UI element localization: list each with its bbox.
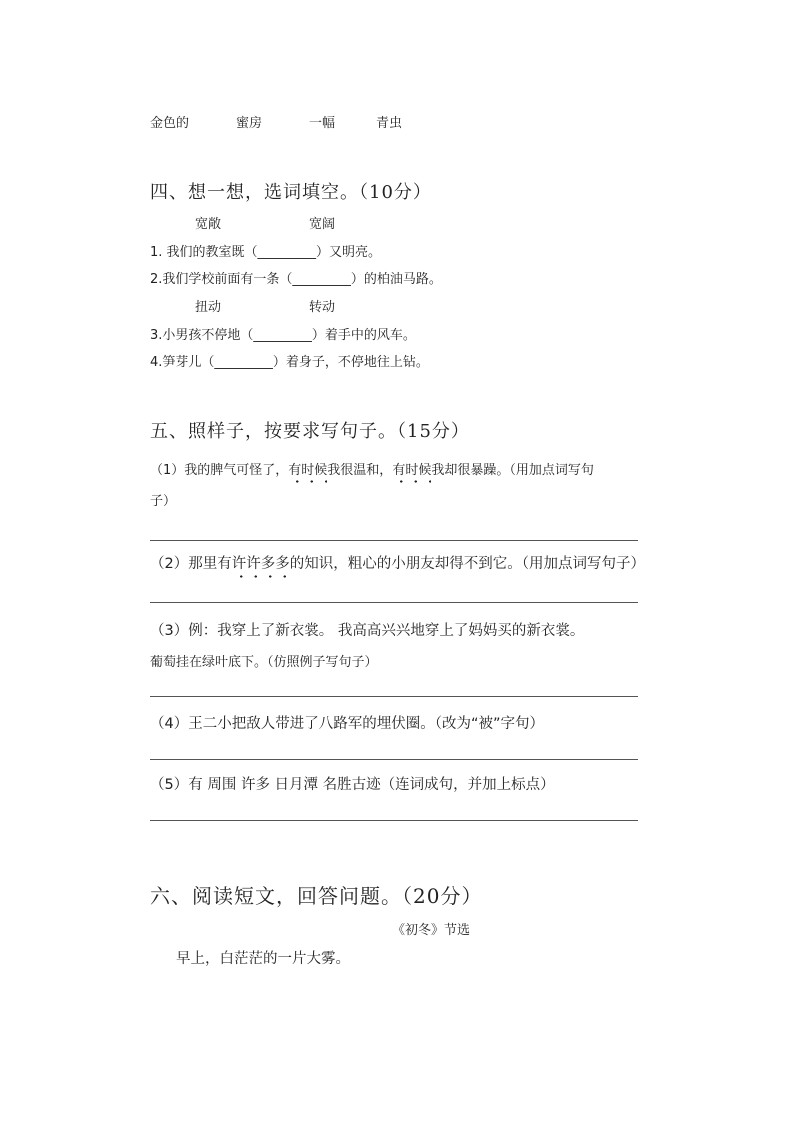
item2-pre: （2）那里有 — [150, 556, 232, 572]
section4-heading: 四、想一想，选词填空。（10分） — [150, 182, 432, 203]
sentence-item-3-line2: 葡萄挂在绿叶底下。（仿照例子写句子） — [150, 655, 378, 670]
word-choice-kuanchang: 宽敞 — [195, 217, 222, 232]
section6-heading: 六、阅读短文，回答问题。（20分） — [150, 884, 483, 908]
word-choice-kuankuo: 宽阔 — [309, 217, 336, 232]
section5-heading: 五、照样子，按要求写句子。（15分） — [150, 421, 470, 442]
answer-line-2[interactable] — [150, 602, 638, 603]
fill-question-4: 4.笋芽儿（_________）着身子，不停地往上钻。 — [150, 355, 429, 370]
item1-post: 我却很暴躁。（用加点词写句 — [431, 463, 594, 478]
sentence-item-5: （5）有 周围 许多 日月潭 名胜古迹（连词成句，并加上标点） — [150, 777, 555, 793]
top-word-3: 一幅 — [309, 116, 336, 131]
item1-dotted-word-2: 有时候 — [392, 459, 431, 478]
top-word-2: 蜜房 — [236, 116, 263, 131]
top-word-1: 金色的 — [150, 116, 190, 131]
item2-post: 的知识，粗心的小朋友却得不到它。（用加点词写句子） — [289, 556, 645, 572]
answer-line-5[interactable] — [150, 820, 638, 821]
fill-question-3: 3.小男孩不停地（_________）着手中的风车。 — [150, 328, 416, 343]
answer-line-1[interactable] — [150, 540, 638, 541]
item1-continuation: 子） — [150, 494, 177, 509]
fill-question-2: 2.我们学校前面有一条（_________）的柏油马路。 — [150, 272, 442, 287]
top-word-4: 青虫 — [376, 116, 403, 131]
item1-mid: 我很温和， — [327, 463, 393, 478]
sentence-item-4: （4）王二小把敌人带进了八路军的埋伏圈。（改为“被”字句） — [150, 716, 544, 732]
item1-pre: （1）我的脾气可怪了， — [150, 463, 289, 478]
answer-line-4[interactable] — [150, 759, 638, 760]
item1-dotted-word-1: 有时候 — [288, 459, 327, 478]
word-choice-niudong: 扭动 — [195, 300, 222, 315]
word-choice-zhuandong: 转动 — [309, 300, 336, 315]
passage-first-line: 早上，白茫茫的一片大雾。 — [176, 951, 350, 967]
answer-line-3[interactable] — [150, 696, 638, 697]
fill-question-1: 1. 我们的教室既（_________）又明亮。 — [150, 245, 382, 260]
item2-dotted-word: 许许多多 — [232, 552, 290, 573]
sentence-item-1 — [150, 459, 594, 478]
sentence-item-2 — [150, 552, 645, 573]
sentence-item-3-line1: （3）例：我穿上了新衣裳。 我高高兴兴地穿上了妈妈买的新衣裳。 — [150, 623, 585, 639]
passage-title: 《初冬》节选 — [392, 923, 471, 938]
